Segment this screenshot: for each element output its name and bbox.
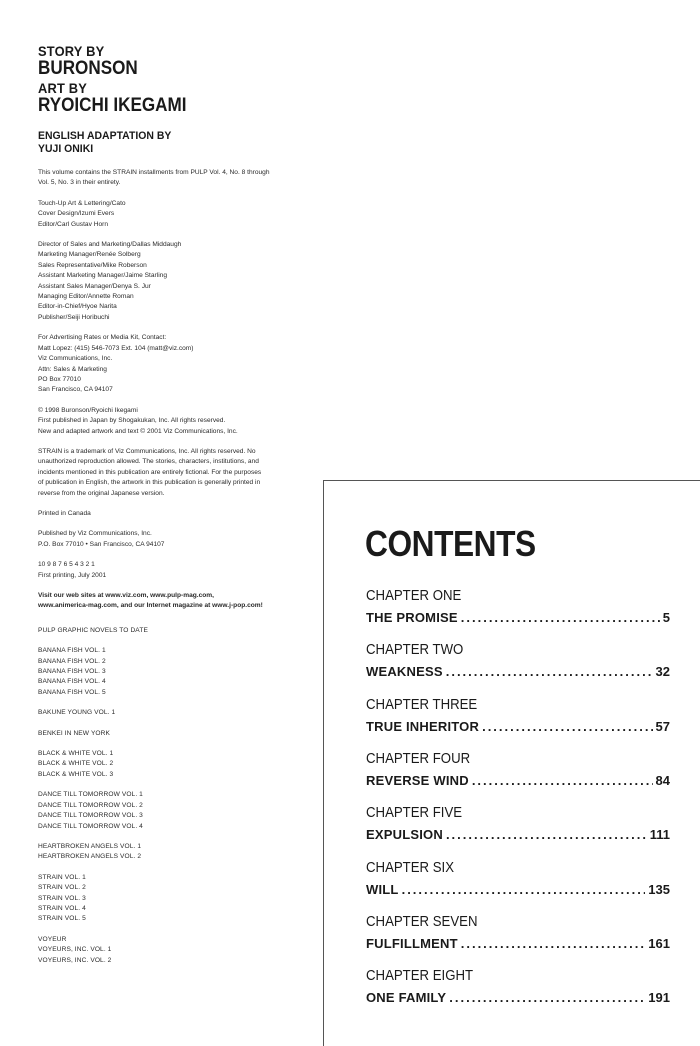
chapter-title: FULFILLMENT	[366, 935, 458, 951]
chapter-title: THE PROMISE	[366, 610, 458, 625]
fine-line: Printed in Canada	[38, 509, 91, 517]
dot-leader	[472, 772, 653, 790]
chapter-page-number: 161	[648, 935, 670, 951]
fine-line: Touch-Up Art & Lettering/Cato	[38, 199, 126, 207]
fine-line: Sales Representative/Mike Roberson	[38, 261, 147, 269]
production-credits	[38, 199, 300, 230]
dot-leader	[446, 663, 653, 681]
chapter-label: CHAPTER ONE	[366, 587, 462, 604]
novel-group	[38, 873, 300, 925]
fine-line: For Advertising Rates or Media Kit, Contact:	[38, 334, 167, 342]
chapter-title: WILL	[366, 881, 399, 897]
chapter-page-number: 84	[655, 772, 670, 788]
chapter-page-number: 57	[655, 718, 670, 734]
contents-title: CONTENTS	[365, 523, 536, 564]
novels-heading: PULP GRAPHIC NOVELS TO DATE	[38, 626, 148, 634]
novel-title: BLACK & WHITE VOL. 3	[38, 770, 114, 778]
chapter-page-number: 32	[655, 664, 670, 680]
novel-title: HEARTBROKEN ANGELS VOL. 2	[38, 853, 142, 861]
fine-line: First printing, July 2001	[38, 571, 107, 579]
fine-line: P.O. Box 77010 • San Francisco, CA 94107	[38, 540, 165, 548]
fine-line: 10 9 8 7 6 5 4 3 2 1	[38, 561, 95, 569]
chapter-entry	[366, 913, 670, 953]
chapter-entry	[366, 641, 670, 681]
chapter-label: CHAPTER SEVEN	[366, 912, 478, 930]
fine-line: reverse from the original Japanese version.	[38, 489, 165, 497]
trademark-notice	[38, 447, 300, 499]
adaptation-name: YUJI ONIKI	[38, 143, 94, 155]
chapter-row	[366, 989, 670, 1007]
fine-line: of publication in English, the artwork in this publication is generally printed in	[38, 479, 261, 487]
chapter-page-number: 135	[648, 881, 670, 897]
dot-leader	[449, 989, 645, 1007]
chapter-entry	[366, 859, 670, 899]
fine-line: New and adapted artwork and text © 2001 Viz Communications, Inc.	[38, 427, 238, 435]
chapter-row	[366, 663, 670, 681]
fine-line: PO Box 77010	[38, 375, 81, 383]
chapter-entry	[366, 696, 670, 736]
story-by-label: STORY BY	[38, 43, 105, 59]
contents-panel	[323, 480, 700, 1046]
dot-leader	[402, 881, 646, 899]
chapter-title: REVERSE WIND	[366, 772, 469, 788]
fine-line: www.animerica-mag.com, and our Internet magazine at www.j-pop.com!	[38, 602, 263, 610]
copyright-notice	[38, 406, 300, 437]
fine-line: Assistant Marketing Manager/Jaime Starling	[38, 272, 167, 280]
novel-title: BANANA FISH VOL. 4	[38, 678, 106, 686]
novel-title: BANANA FISH VOL. 5	[38, 688, 106, 696]
adaptation-label: ENGLISH ADAPTATION BY	[38, 130, 172, 142]
fine-line: unauthorized reproduction allowed. The stories, characters, institutions, and	[38, 458, 259, 466]
chapter-row	[366, 718, 670, 736]
fine-line: Published by Viz Communications, Inc.	[38, 530, 152, 538]
volume-note	[38, 168, 300, 189]
dot-leader	[461, 935, 646, 953]
novel-title: VOYEURS, INC. VOL. 1	[38, 946, 112, 954]
credits-column	[38, 44, 300, 966]
fine-line: © 1998 Buronson/Ryoichi Ikegami	[38, 406, 138, 414]
novel-group	[38, 935, 300, 966]
story-by-name: BURONSON	[38, 58, 138, 79]
fine-line: Cover Design/Izumi Evers	[38, 210, 115, 218]
chapter-row	[366, 826, 670, 844]
fine-line: Matt Lopez: (415) 546-7073 Ext. 104 (matt@viz.com)	[38, 344, 194, 352]
fine-line: Managing Editor/Annette Roman	[38, 293, 134, 301]
chapter-row	[366, 935, 670, 953]
chapter-page-number: 191	[648, 990, 670, 1006]
chapter-label: CHAPTER THREE	[366, 695, 478, 713]
novel-group	[38, 749, 300, 780]
fine-line: STRAIN is a trademark of Viz Communications, Inc. All rights reserved. No	[38, 447, 256, 455]
chapter-title: ONE FAMILY	[366, 990, 447, 1006]
novel-title: DANCE TILL TOMORROW VOL. 1	[38, 791, 143, 799]
novel-title: BAKUNE YOUNG VOL. 1	[38, 709, 116, 717]
fine-line: Marketing Manager/Renée Solberg	[38, 251, 141, 259]
chapter-row	[366, 881, 670, 899]
chapter-title: TRUE INHERITOR	[366, 718, 480, 734]
novel-title: STRAIN VOL. 5	[38, 915, 86, 923]
novel-group	[38, 729, 300, 739]
fine-line: Viz Communications, Inc.	[38, 355, 113, 363]
novel-title: BANANA FISH VOL. 3	[38, 668, 106, 676]
fine-line: Editor-in-Chief/Hyoe Narita	[38, 303, 117, 311]
dot-leader	[461, 609, 660, 627]
chapter-page-number: 111	[649, 827, 670, 843]
novel-title: BLACK & WHITE VOL. 2	[38, 760, 114, 768]
novel-title: DANCE TILL TOMORROW VOL. 3	[38, 812, 143, 820]
novel-title: BANANA FISH VOL. 2	[38, 657, 106, 665]
novel-group	[38, 646, 300, 698]
fine-line: This volume contains the STRAIN installments from PULP Vol. 4, No. 8 through	[38, 169, 270, 176]
chapter-title: WEAKNESS	[366, 664, 443, 680]
art-by-name: RYOICHI IKEGAMI	[38, 95, 187, 116]
novel-title: STRAIN VOL. 3	[38, 894, 86, 902]
fine-line: First published in Japan by Shogakukan, Inc. All rights reserved.	[38, 417, 226, 425]
novel-title: VOYEUR	[38, 935, 67, 943]
fine-line: incidents mentioned in this publication are entirely fictional. For the purposes	[38, 468, 262, 476]
fine-line: Editor/Carl Gustav Horn	[38, 220, 108, 228]
publisher-info	[38, 529, 300, 550]
fine-line: Publisher/Seiji Horibuchi	[38, 313, 110, 321]
novel-title: STRAIN VOL. 4	[38, 904, 86, 912]
novel-group	[38, 708, 300, 718]
novel-title: STRAIN VOL. 2	[38, 884, 86, 892]
dot-leader	[446, 826, 647, 844]
fine-line: San Francisco, CA 94107	[38, 386, 113, 394]
chapter-page-number: 5	[662, 610, 670, 625]
novel-title: BANANA FISH VOL. 1	[38, 647, 106, 655]
staff-credits	[38, 240, 300, 323]
fine-line: Assistant Sales Manager/Denya S. Jur	[38, 282, 151, 290]
chapter-entry	[366, 750, 670, 790]
novel-group	[38, 790, 300, 832]
novels-list	[38, 646, 300, 966]
chapter-label: CHAPTER FIVE	[366, 804, 463, 822]
chapter-entry	[366, 967, 670, 1007]
novel-group	[38, 842, 300, 863]
novels-heading-block	[38, 626, 300, 636]
chapter-label: CHAPTER SIX	[366, 858, 455, 876]
chapter-title: EXPULSION	[366, 827, 443, 843]
advertising-contact	[38, 333, 300, 395]
dot-leader	[482, 718, 652, 736]
novel-title: DANCE TILL TOMORROW VOL. 2	[38, 801, 143, 809]
fine-line: Attn: Sales & Marketing	[38, 365, 107, 373]
novel-title: VOYEURS, INC. VOL. 2	[38, 956, 112, 964]
novel-title: HEARTBROKEN ANGELS VOL. 1	[38, 842, 142, 850]
chapter-row	[366, 772, 670, 790]
website-notice	[38, 591, 300, 612]
chapter-label: CHAPTER TWO	[366, 641, 464, 659]
fine-line: Visit our web sites at www.viz.com, www.pulp-mag.com,	[38, 592, 214, 599]
fine-line: Director of Sales and Marketing/Dallas Middaugh	[38, 241, 182, 249]
fine-line: Vol. 5, No. 3 in their entirety.	[38, 179, 121, 187]
art-by-label: ART BY	[38, 80, 88, 96]
printing-info	[38, 560, 300, 581]
novel-title: BENKEI IN NEW YORK	[38, 729, 111, 737]
novel-title: STRAIN VOL. 1	[38, 873, 86, 881]
chapter-label: CHAPTER FOUR	[366, 749, 471, 767]
adaptation-credit	[38, 130, 287, 156]
chapter-entry	[366, 587, 670, 627]
printed-in	[38, 509, 300, 519]
chapter-row	[366, 609, 670, 627]
chapter-entry	[366, 804, 670, 844]
chapter-label: CHAPTER EIGHT	[366, 967, 474, 985]
novel-title: BLACK & WHITE VOL. 1	[38, 750, 114, 758]
novel-title: DANCE TILL TOMORROW VOL. 4	[38, 822, 143, 830]
